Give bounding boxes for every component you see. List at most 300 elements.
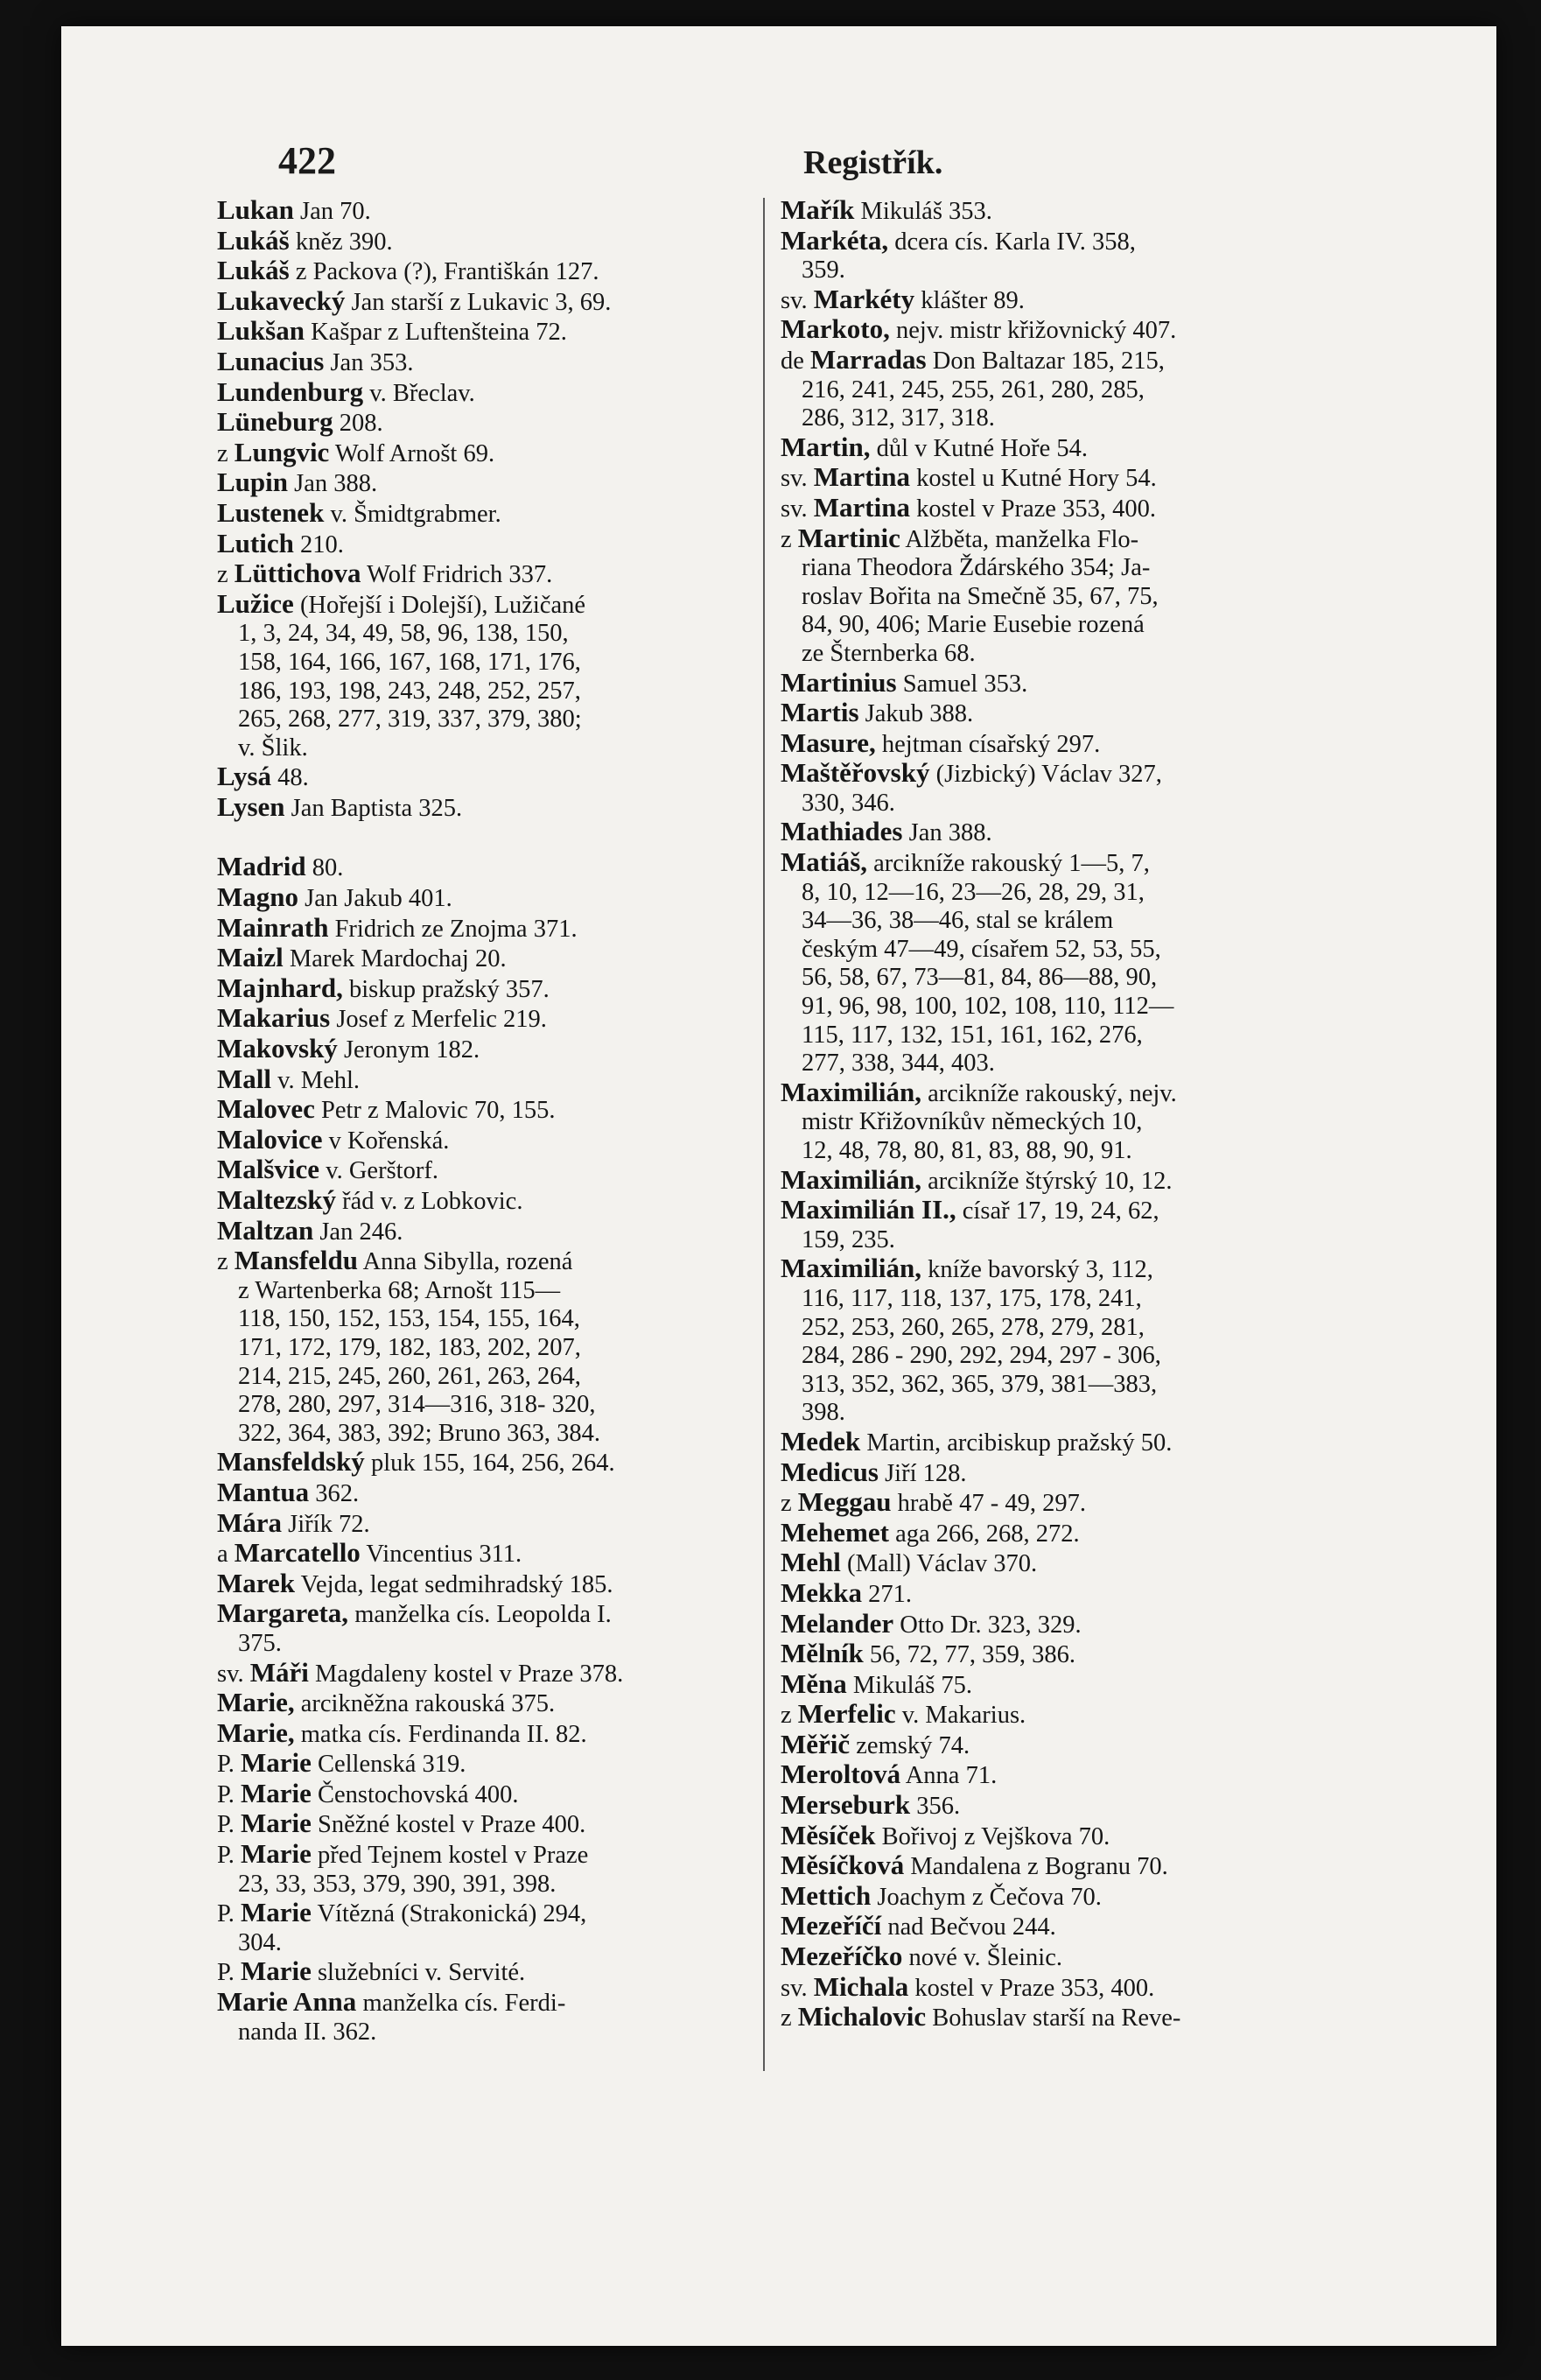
entry-text-line: z Packova (?), Františkán 127.: [289, 258, 599, 286]
index-entry: [217, 1899, 760, 1957]
entry-text-line: Bořivoj z Vejškova 70.: [875, 1822, 1110, 1850]
entry-prefix: P.: [217, 1751, 241, 1779]
index-entry: [217, 1246, 760, 1448]
index-column-left: [217, 196, 760, 2209]
index-entry: [217, 1004, 760, 1035]
entry-text-line: 214, 215, 245, 260, 261, 263, 264,: [238, 1362, 581, 1390]
page-header: [278, 138, 1398, 191]
entry-text-line: Jakub 388.: [858, 700, 974, 728]
entry-prefix: de: [781, 347, 811, 375]
entry-heading: Markoto,: [781, 313, 890, 345]
entry-heading: Madrid: [217, 851, 306, 882]
entry-text-line: 278, 280, 297, 314—316, 318- 320,: [238, 1391, 596, 1419]
entry-text-line: 277, 338, 344, 403.: [802, 1050, 995, 1078]
index-entry: [217, 436, 760, 469]
entry-text-line: Mandalena z Bogranu 70.: [904, 1853, 1168, 1881]
entry-text-line: důl v Kutné Hoře 54.: [870, 434, 1088, 462]
index-entry: [781, 2003, 1323, 2033]
entry-text-line: Jiřík 72.: [282, 1510, 370, 1538]
entry-heading: Lukšan: [217, 315, 305, 347]
entry-heading: Margareta,: [217, 1597, 349, 1629]
entry-text-line: 115, 117, 132, 151, 161, 162, 276,: [802, 1021, 1143, 1049]
entry-text-line: Fridrich ze Znojma 371.: [328, 915, 578, 943]
entry-heading: Marie: [240, 1777, 312, 1808]
index-entry: [217, 1478, 760, 1509]
index-entry: [781, 1667, 1323, 1701]
index-entry: [781, 1639, 1323, 1670]
entry-prefix: P.: [217, 1900, 241, 1928]
entry-text-line: Jan 246.: [313, 1218, 403, 1246]
entry-heading: Lüttichova: [234, 558, 361, 589]
index-entry: [781, 1548, 1323, 1579]
entry-text-line: riana Theodora Ždárského 354; Ja-: [802, 554, 1151, 582]
index-entry: [781, 1163, 1323, 1197]
entry-heading: Merseburk: [781, 1789, 911, 1821]
entry-text-line: Jan starší z Lukavic 3, 69.: [345, 288, 612, 316]
entry-text-line: 313, 352, 362, 365, 379, 381—383,: [802, 1370, 1158, 1398]
index-entry: [781, 1576, 1323, 1610]
entry-text-line: 330, 346.: [802, 789, 895, 817]
entry-text-line: 1, 3, 24, 34, 49, 58, 96, 138, 150,: [238, 620, 569, 648]
entry-heading: Magno: [217, 881, 298, 913]
entry-heading: Meroltová: [781, 1759, 901, 1790]
entry-heading: Mathiades: [781, 816, 903, 847]
entry-heading: Mainrath: [217, 911, 329, 943]
index-entry: [781, 524, 1323, 669]
index-column-right: [781, 196, 1323, 2209]
entry-heading: Marradas: [810, 343, 927, 375]
entry-heading: Mekka: [781, 1576, 862, 1608]
entry-heading: Majnhard,: [217, 972, 343, 1003]
entry-heading: Lupin: [217, 467, 289, 498]
index-entry: [781, 1458, 1323, 1489]
entry-text-line: Bohuslav starší na Reve-: [926, 2004, 1181, 2032]
entry-heading: Marie: [240, 1838, 312, 1870]
index-entry: [217, 1123, 760, 1156]
entry-text-line: 362.: [309, 1479, 360, 1507]
entry-heading: Maštěřovský: [781, 757, 930, 789]
index-entry: [781, 1078, 1323, 1166]
entry-text-line: Marek Mardochaj 20.: [283, 945, 507, 973]
entry-heading: Martin,: [781, 431, 871, 462]
index-entry: [781, 729, 1323, 760]
index-entry: [781, 1970, 1323, 2004]
index-entry: [781, 491, 1323, 524]
entry-text-line: arcikníže štýrský 10, 12.: [921, 1167, 1173, 1195]
page-number: 422: [278, 139, 336, 182]
index-entry: [781, 1196, 1323, 1254]
entry-heading: Měna: [781, 1667, 847, 1699]
index-entry: [217, 1448, 760, 1478]
entry-text-line: (Hořejší i Dolejší), Lužičané: [293, 591, 585, 619]
entry-text-line: Cellenská 319.: [311, 1751, 466, 1779]
entry-text-line: v. Mehl.: [271, 1066, 361, 1094]
entry-heading: Martina: [813, 491, 910, 523]
index-entry: [217, 1599, 760, 1658]
index-entry: [217, 1539, 760, 1569]
index-entry: [217, 762, 760, 793]
entry-heading: Lundenburg: [217, 376, 364, 407]
index-entry: [781, 1700, 1323, 1731]
entry-text-line: Jan 353.: [324, 348, 414, 376]
entry-heading: Lungvic: [234, 436, 330, 467]
entry-heading: Medek: [781, 1425, 861, 1457]
entry-heading: Markéta,: [781, 224, 889, 256]
entry-heading: Mantua: [217, 1476, 310, 1507]
index-entry: [781, 196, 1323, 227]
index-entry: [217, 527, 760, 560]
entry-text-line: v. Gerštorf.: [319, 1157, 438, 1185]
entry-heading: Marie,: [217, 1687, 295, 1718]
entry-text-line: císař 17, 19, 24, 62,: [956, 1197, 1159, 1225]
entry-heading: Máři: [249, 1656, 309, 1688]
entry-text-line: 322, 364, 383, 392; Bruno 363, 384.: [238, 1419, 601, 1447]
entry-text-line: Martin, arcibiskup pražský 50.: [860, 1429, 1173, 1457]
entry-prefix: z: [781, 1702, 798, 1730]
entry-heading: Maximilián,: [781, 1076, 922, 1107]
entry-heading: Marie: [240, 1808, 312, 1839]
entry-text-line: ze Šternberka 68.: [802, 639, 976, 667]
index-entry: [217, 1688, 760, 1719]
column-divider: [763, 198, 765, 2071]
entry-text-line: manželka cís. Leopolda I.: [348, 1601, 612, 1629]
entry-text-line: Wolf Fridrich 337.: [361, 561, 553, 589]
entry-prefix: P.: [217, 1811, 241, 1839]
entry-text-line: 159, 235.: [802, 1225, 895, 1253]
index-entry: [217, 974, 760, 1005]
entry-text-line: arcikníže rakouský, nejv.: [921, 1079, 1177, 1107]
index-entry: [781, 343, 1323, 433]
entry-text-line: arcikněžna rakouská 375.: [294, 1690, 556, 1718]
entry-text-line: Mikuláš 75.: [846, 1671, 973, 1699]
index-entry: [781, 315, 1323, 346]
entry-heading: Mehemet: [781, 1516, 889, 1548]
entry-text-line: Sněžné kostel v Praze 400.: [311, 1811, 586, 1839]
entry-text-line: 210.: [293, 530, 344, 558]
index-entry: [781, 285, 1323, 316]
entry-text-line: 12, 48, 78, 80, 81, 83, 88, 90, 91.: [802, 1137, 1132, 1164]
index-entry: [217, 1656, 760, 1689]
entry-text-line: 356.: [910, 1793, 961, 1821]
entry-text-line: Vítězná (Strakonická) 294,: [311, 1900, 587, 1928]
entry-text-line: nanda II. 362.: [238, 2018, 377, 2046]
entry-heading: Marcatello: [234, 1537, 361, 1569]
entry-text-line: Anna 71.: [900, 1762, 998, 1790]
entry-heading: Maizl: [217, 942, 284, 973]
index-entry: [217, 587, 760, 763]
index-entry: [781, 1912, 1323, 1942]
entry-text-line: 359.: [802, 256, 845, 284]
entry-prefix: sv.: [781, 465, 814, 493]
entry-heading: Medicus: [781, 1456, 879, 1487]
index-entry: [217, 1749, 760, 1780]
entry-heading: Masure,: [781, 727, 876, 758]
entry-text-line: Čenstochovská 400.: [311, 1780, 519, 1808]
entry-heading: Melander: [781, 1607, 894, 1639]
entry-text-line: nové v. Šleinic.: [902, 1944, 1062, 1972]
entry-text-line: Magdaleny kostel v Praze 378.: [308, 1660, 624, 1688]
entry-heading: Maximilián II.,: [781, 1194, 956, 1225]
entry-heading: Merfelic: [797, 1698, 896, 1730]
entry-heading: Lüneburg: [217, 406, 333, 438]
entry-text-line: 286, 312, 317, 318.: [802, 404, 995, 432]
index-entry: [781, 1819, 1323, 1852]
entry-heading: Mansfeldský: [217, 1446, 365, 1478]
entry-heading: Marek: [217, 1567, 295, 1598]
entry-prefix: sv.: [781, 495, 814, 523]
entry-text-line: zemský 74.: [850, 1731, 970, 1759]
entry-text-line: Vejda, legat sedmihradský 185.: [294, 1570, 613, 1598]
entry-text-line: 84, 90, 406; Marie Eusebie rozená: [802, 611, 1145, 639]
entry-heading: Marie: [240, 1747, 312, 1779]
entry-text-line: služebníci v. Servité.: [311, 1959, 526, 1987]
index-entry: [781, 1728, 1323, 1761]
entry-heading: Lukáš: [217, 255, 290, 286]
entry-heading: Lukáš: [217, 224, 290, 256]
entry-text-line: Samuel 353.: [896, 670, 1028, 698]
entry-text-line: Kašpar z Luftenšteina 72.: [304, 319, 567, 347]
entry-heading: Mařík: [781, 196, 855, 225]
index-entry: [217, 1065, 760, 1096]
entry-prefix: sv.: [217, 1660, 250, 1688]
entry-text-line: z Wartenberka 68; Arnošt 115—: [238, 1276, 561, 1304]
entry-text-line: biskup pražský 357.: [342, 975, 550, 1003]
entry-text-line: 56, 72, 77, 359, 386.: [863, 1641, 1075, 1669]
entry-heading: Mezeříčko: [781, 1941, 903, 1972]
entry-text-line: 80.: [305, 854, 344, 882]
entry-text-line: klášter 89.: [914, 286, 1025, 314]
entry-text-line: Jeronym 182.: [337, 1036, 480, 1064]
index-entry: [781, 433, 1323, 464]
entry-text-line: 375.: [238, 1629, 282, 1657]
index-entry: [781, 666, 1323, 699]
entry-heading: Lysá: [217, 761, 272, 792]
index-entry: [781, 224, 1323, 285]
entry-text-line: Jan 388.: [288, 470, 378, 498]
entry-prefix: z: [781, 2004, 798, 2032]
index-entry: [217, 1840, 760, 1899]
index-entry: [217, 317, 760, 348]
entry-text-line: nejv. mistr křižovnický 407.: [889, 317, 1177, 345]
entry-text-line: Petr z Malovic 70, 155.: [314, 1097, 556, 1125]
index-entry: [217, 883, 760, 914]
entry-prefix: z: [217, 439, 235, 467]
entry-heading: Mehl: [781, 1547, 841, 1578]
index-entry: [217, 1095, 760, 1126]
entry-text-line: 171, 172, 179, 182, 183, 202, 207,: [238, 1333, 581, 1361]
index-entry: [217, 944, 760, 974]
index-entry: [217, 468, 760, 499]
entry-heading: Makovský: [217, 1033, 338, 1064]
entry-prefix: P.: [217, 1842, 241, 1870]
index-entry: [781, 1879, 1323, 1913]
entry-text-line: (Jizbický) Václav 327,: [929, 761, 1162, 789]
entry-heading: Lutich: [217, 527, 294, 558]
entry-heading: Martinius: [781, 666, 897, 698]
entry-text-line: v Kořenská.: [322, 1127, 450, 1155]
entry-text-line: v. Makarius.: [895, 1702, 1026, 1730]
entry-heading: Marie Anna: [217, 1986, 357, 2018]
index-entry: [217, 496, 760, 530]
entry-heading: Martis: [781, 697, 859, 728]
entry-heading: Lukavecký: [217, 284, 346, 316]
entry-text-line: dcera cís. Karla IV. 358,: [888, 228, 1136, 256]
index-entry: [781, 818, 1323, 848]
entry-heading: Lustenek: [217, 496, 325, 528]
index-entry: [217, 853, 760, 883]
entry-heading: Martinic: [797, 522, 900, 553]
entry-text-line: kostel v Praze 353, 400.: [908, 1974, 1155, 2002]
entry-heading: Mezeříčí: [781, 1910, 882, 1941]
index-entry: [217, 224, 760, 257]
index-entry: [781, 1607, 1323, 1640]
index-entry: [217, 1569, 760, 1600]
entry-text-line: Wolf Arnošt 69.: [329, 439, 495, 467]
entry-text-line: Anna Sibylla, rozená: [358, 1248, 573, 1276]
index-entry: [781, 1791, 1323, 1822]
entry-prefix: z: [217, 561, 235, 589]
index-entry: [217, 1777, 760, 1810]
entry-heading: Meggau: [797, 1486, 892, 1518]
index-entry: [217, 345, 760, 378]
entry-text-line: 34—36, 38—46, stal se králem: [802, 907, 1114, 935]
entry-text-line: 208.: [333, 410, 383, 438]
index-entry: [217, 408, 760, 439]
entry-text-line: pluk 155, 164, 256, 264.: [364, 1450, 615, 1478]
entry-heading: Makarius: [217, 1002, 331, 1034]
entry-heading: Mansfeldu: [234, 1245, 359, 1276]
entry-prefix: z: [781, 525, 798, 553]
entry-text-line: roslav Bořita na Smečně 35, 67, 75,: [802, 582, 1159, 610]
index-entry: [217, 196, 760, 227]
entry-text-line: 186, 193, 198, 243, 248, 252, 257,: [238, 677, 581, 705]
entry-text-line: 265, 268, 277, 319, 337, 379, 380;: [238, 706, 582, 734]
entry-heading: Maltzan: [217, 1214, 314, 1246]
index-entry: [217, 1957, 760, 1988]
entry-text-line: 8, 10, 12—16, 23—26, 28, 29, 31,: [802, 878, 1145, 906]
entry-text-line: 118, 150, 152, 153, 154, 155, 164,: [238, 1305, 580, 1333]
index-entry: [217, 911, 760, 944]
entry-text-line: Alžběta, manželka Flo-: [900, 525, 1139, 553]
entry-text-line: 91, 96, 98, 100, 102, 108, 110, 112—: [802, 993, 1174, 1021]
index-entry: [217, 1214, 760, 1247]
entry-text-line: Jan 70.: [293, 198, 371, 225]
entry-prefix: P.: [217, 1959, 241, 1987]
entry-text-line: Josef z Merfelic 219.: [330, 1006, 547, 1034]
entry-text-line: 116, 117, 118, 137, 175, 178, 241,: [802, 1284, 1142, 1312]
entry-heading: Mára: [217, 1506, 283, 1538]
entry-text-line: Otto Dr. 323, 329.: [893, 1611, 1082, 1639]
index-entry: [217, 1155, 760, 1186]
entry-prefix: a: [217, 1541, 235, 1569]
entry-prefix: sv.: [781, 286, 814, 314]
index-entry: [781, 1425, 1323, 1458]
entry-heading: Marie,: [217, 1717, 295, 1748]
entry-text-line: v. Břeclav.: [363, 379, 475, 407]
entry-text-line: před Tejnem kostel v Praze: [311, 1842, 589, 1870]
index-entry: [217, 284, 760, 318]
entry-text-line: 56, 58, 67, 73—81, 84, 86—88, 90,: [802, 964, 1158, 992]
entry-text-line: v. Šlik.: [238, 734, 308, 762]
entry-heading: Malovec: [217, 1093, 315, 1125]
entry-heading: Marie: [240, 1955, 312, 1987]
entry-text-line: 158, 164, 166, 167, 168, 171, 176,: [238, 648, 581, 676]
entry-prefix: P.: [217, 1780, 241, 1808]
entry-text-line: kníže bavorský 3, 112,: [921, 1256, 1153, 1284]
entry-prefix: z: [781, 1490, 798, 1518]
entry-text-line: arcikníže rakouský 1—5, 7,: [867, 850, 1150, 878]
entry-heading: Lunacius: [217, 345, 325, 376]
index-entry: [781, 1254, 1323, 1428]
index-entry: [217, 1506, 760, 1540]
entry-prefix: sv.: [781, 1974, 814, 2002]
entry-text-line: 23, 33, 353, 379, 390, 391, 398.: [238, 1870, 557, 1898]
entry-text-line: Don Baltazar 185, 215,: [926, 347, 1165, 375]
entry-heading: Martina: [813, 461, 910, 493]
entry-text-line: Jiří 128.: [878, 1459, 967, 1487]
entry-text-line: 398.: [802, 1399, 845, 1427]
index-entry: [217, 256, 760, 287]
entry-text-line: kostel v Praze 353, 400.: [909, 495, 1156, 523]
entry-text-line: Jan Jakub 401.: [298, 885, 452, 913]
index-entry: [217, 1186, 760, 1217]
entry-heading: Mall: [217, 1063, 271, 1094]
entry-text-line: 252, 253, 260, 265, 278, 279, 281,: [802, 1313, 1145, 1341]
index-entry: [217, 559, 760, 590]
entry-text-line: Mikuláš 353.: [854, 198, 992, 225]
entry-heading: Maximilián,: [781, 1163, 922, 1195]
entry-text-line: (Mall) Václav 370.: [840, 1550, 1038, 1578]
entry-text-line: aga 266, 268, 272.: [888, 1520, 1080, 1548]
entry-heading: Maximilián,: [781, 1253, 922, 1284]
entry-text-line: hrabě 47 - 49, 297.: [891, 1490, 1086, 1518]
entry-heading: Měsíčková: [781, 1850, 905, 1881]
entry-text-line: českým 47—49, císařem 52, 53, 55,: [802, 935, 1161, 963]
index-entry: [217, 1035, 760, 1065]
index-entry: [781, 759, 1323, 818]
index-entry: [781, 1488, 1323, 1519]
index-entry: [217, 1719, 760, 1750]
entry-text-line: kněz 390.: [289, 228, 393, 256]
running-title: Registřík.: [803, 144, 943, 181]
entry-heading: Michalovic: [797, 2001, 927, 2032]
index-entry: [217, 790, 760, 824]
index-entry: [217, 378, 760, 409]
entry-heading: Měsíček: [781, 1819, 876, 1850]
index-entry: [781, 1516, 1323, 1549]
index-entry: [217, 1809, 760, 1840]
entry-text-line: manželka cís. Ferdi-: [356, 1990, 566, 2018]
entry-heading: Mettich: [781, 1879, 872, 1911]
index-entry: [781, 1851, 1323, 1882]
entry-heading: Maltezský: [217, 1184, 337, 1215]
entry-text-line: řád v. z Lobkovic.: [336, 1188, 523, 1215]
entry-text-line: 271.: [862, 1580, 912, 1608]
entry-heading: Lužice: [217, 587, 294, 619]
index-entry: [217, 1988, 760, 2047]
entry-text-line: Jan Baptista 325.: [284, 794, 463, 822]
entry-text-line: 304.: [238, 1928, 282, 1956]
entry-text-line: v. Šmidtgrabmer.: [324, 500, 501, 528]
index-entry: [781, 848, 1323, 1078]
entry-text-line: hejtman císařský 297.: [875, 730, 1101, 758]
index-entry: [781, 1942, 1323, 1973]
entry-text-line: Joachym z Čečova 70.: [871, 1883, 1102, 1911]
entry-heading: Měřič: [781, 1728, 851, 1759]
entry-heading: Malovice: [217, 1123, 323, 1155]
entry-text-line: 284, 286 - 290, 292, 294, 297 - 306,: [802, 1342, 1161, 1370]
index-entry: [781, 1760, 1323, 1791]
